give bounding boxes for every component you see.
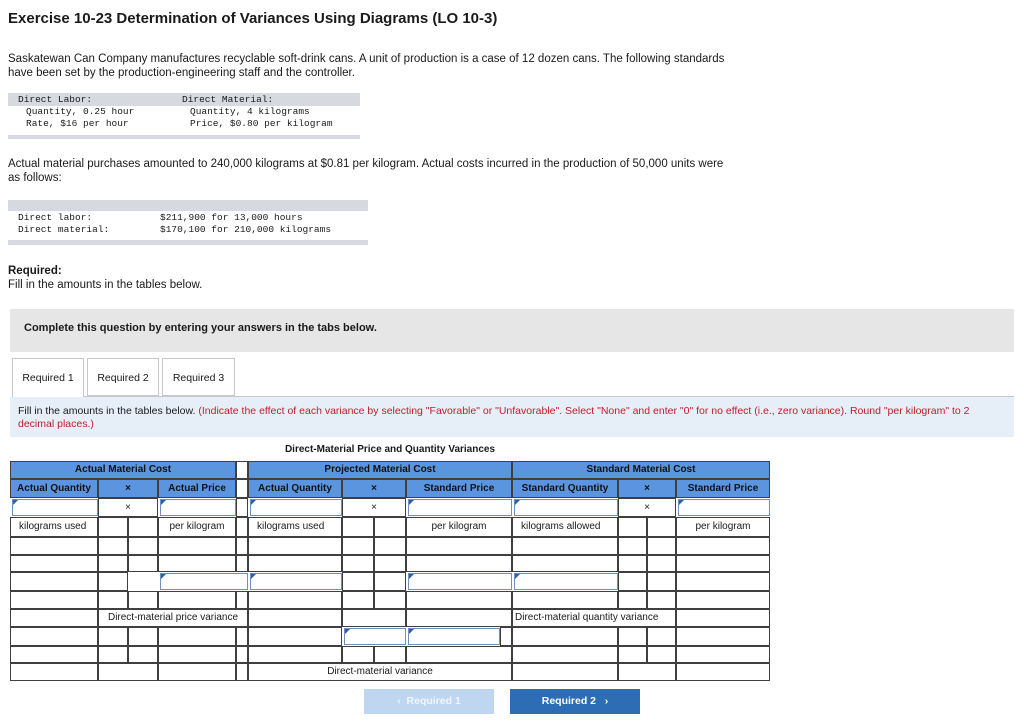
blank-cell [342,537,374,555]
price-variance-effect-select[interactable] [250,573,342,590]
blank-cell [676,537,770,555]
blank-cell [406,646,512,663]
blank-cell [248,609,342,627]
unit-kilograms-allowed: kilograms allowed [512,517,618,537]
standard-price-2-input[interactable] [678,499,770,516]
blank-cell [158,555,236,572]
price-variance-amount-input[interactable] [160,573,248,590]
quantity-variance-label: Direct-material quantity variance [512,609,676,627]
prev-button-label: Required 1 [406,695,461,707]
blank-cell [647,517,676,537]
blank-cell [374,537,406,555]
spacer-cell [236,646,248,663]
blank-cell [374,591,406,609]
required-text: Fill in the amounts in the tables below. [8,279,203,291]
times-sign-2: × [342,498,406,517]
blank-cell [676,591,770,609]
blank-cell [248,591,342,609]
exercise-title: Exercise 10-23 Determination of Variances Using Diagrams (LO 10-3) [8,10,498,27]
blank-cell [248,537,342,555]
col-standard-price-2: Standard Price [676,479,770,498]
actual-quantity-input[interactable] [12,499,98,516]
unit-per-kilogram-3: per kilogram [676,517,770,537]
blank-cell [618,537,647,555]
blank-cell [10,646,98,663]
col-actual-quantity: Actual Quantity [10,479,98,498]
actual-costs-top-bar [8,200,368,211]
blank-cell [98,572,128,591]
blank-cell [676,555,770,572]
blank-cell [676,572,770,591]
blank-cell [512,663,618,681]
blank-cell [618,572,647,591]
prev-required-button[interactable] [364,689,494,714]
material-heading: Direct Material: [182,94,274,105]
spacer-cell [236,663,248,681]
spacer-cell [236,498,248,517]
chevron-right-icon: › [604,695,609,707]
spacer-cell [236,461,248,479]
standard-price-input[interactable] [408,499,512,516]
instructions-plain: Fill in the amounts in the tables below. [18,405,199,417]
blank-cell [512,537,618,555]
blank-cell [98,646,128,663]
spacer-cell [236,555,248,572]
blank-cell [342,555,374,572]
next-required-button[interactable] [510,689,640,714]
blank-cell [98,663,158,681]
sheet-title: Direct-Material Price and Quantity Variances [284,444,496,455]
standards-table [8,93,360,139]
blank-cell [676,627,770,646]
actual-labor-value: $211,900 for 13,000 hours [160,212,303,223]
blank-cell [618,591,647,609]
quantity-variance-amount-input[interactable] [408,573,512,590]
blank-cell [158,627,236,646]
labor-heading: Direct Labor: [18,94,93,105]
instructions-text [18,405,1003,431]
spacer-cell [236,517,248,537]
actual-costs-bottom-bar [8,240,368,245]
blank-cell [98,517,128,537]
standard-quantity-input[interactable] [514,499,618,516]
blank-cell [676,609,770,627]
blank-cell [342,517,374,537]
blank-cell [128,627,158,646]
blank-cell [10,609,98,627]
col-projected-actual-quantity: Actual Quantity [248,479,342,498]
blank-cell [158,591,236,609]
spacer-cell [236,627,248,646]
blank-cell [374,646,406,663]
blank-cell [10,591,98,609]
blank-cell [374,517,406,537]
labor-quantity: Quantity, 0.25 hour [26,106,135,117]
blank-cell [512,646,618,663]
instructions-red: (Indicate the effect of each variance by selecting "Favorable" or "Unfavorable". Select "None" and enter "0" for no effect (i.e., zero variance). Round "per kilogram" to 2 decimal places.) [18,405,970,430]
blank-cell [248,555,342,572]
blank-cell [128,646,158,663]
blank-cell [158,646,236,663]
blank-cell [618,663,676,681]
blank-cell [647,555,676,572]
blank-cell [342,646,374,663]
material-price: Price, $0.80 per kilogram [190,118,333,129]
blank-cell [647,572,676,591]
blank-cell [342,609,406,627]
actual-price-input[interactable] [160,499,236,516]
group-standard-material-cost: Standard Material Cost [512,461,770,479]
blank-cell [248,627,342,646]
blank-cell [647,591,676,609]
blank-cell [512,627,618,646]
col-times-2: × [342,479,406,498]
blank-cell [248,646,342,663]
blank-cell [676,663,770,681]
blank-cell [374,572,406,591]
group-projected-material-cost: Projected Material Cost [248,461,512,479]
col-times-1: × [98,479,158,498]
instructions-box [10,397,1014,437]
blank-cell [10,663,98,681]
blank-cell [128,517,158,537]
material-quantity: Quantity, 4 kilograms [190,106,310,117]
blank-cell [98,627,128,646]
blank-cell [618,555,647,572]
blank-cell [512,591,618,609]
chevron-left-icon: ‹ [397,695,401,707]
intro-text: Saskatewan Can Company manufactures recyclable soft-drink cans. A unit of production is a case of 12 dozen cans. The following standards have been set by the production-engineering staff and the controller. [8,53,725,79]
blank-cell [676,646,770,663]
blank-cell [98,591,128,609]
price-variance-label: Direct-material price variance [98,609,248,627]
total-variance-label: Direct-material variance [248,663,512,681]
blank-cell [647,537,676,555]
blank-cell [128,591,158,609]
spacer-cell [236,591,248,609]
blank-cell [10,537,98,555]
next-button-label: Required 2 [541,695,596,707]
blank-cell [500,627,512,646]
blank-cell [618,517,647,537]
blank-cell [647,627,676,646]
blank-cell [647,646,676,663]
complete-question-text: Complete this question by entering your answers in the tabs below. [24,322,377,334]
labor-rate: Rate, $16 per hour [26,118,129,129]
actual-material-value: $170,100 for 210,000 kilograms [160,224,332,235]
blank-cell [406,609,512,627]
blank-cell [10,627,98,646]
blank-cell [98,555,128,572]
blank-cell [10,572,98,591]
blank-cell [128,555,158,572]
col-standard-price: Standard Price [406,479,512,498]
unit-kilograms-used: kilograms used [10,517,98,537]
required-label: Required: [8,265,62,277]
blank-cell [10,555,98,572]
blank-cell [158,663,236,681]
unit-per-kilogram-2: per kilogram [406,517,512,537]
total-variance-effect-select[interactable] [408,628,500,645]
actual-purchases-text: Actual material purchases amounted to 240,000 kilograms at $0.81 per kilogram. Actual costs incurred in the production of 50,000 units were as follows: [8,158,724,184]
col-times-3: × [618,479,676,498]
blank-cell [406,591,512,609]
actual-material-label: Direct material: [18,224,110,235]
times-sign-3: × [618,498,676,517]
col-actual-price: Actual Price [158,479,236,498]
actual-costs-table [8,200,368,246]
blank-cell [406,555,512,572]
blank-cell [158,537,236,555]
blank-cell [512,555,618,572]
group-actual-material-cost: Actual Material Cost [10,461,236,479]
spacer-cell [236,479,248,498]
times-sign-1: × [98,498,158,517]
projected-actual-quantity-input[interactable] [250,499,342,516]
tab-required-2[interactable]: Required 2 [87,358,159,396]
spacer-cell [236,537,248,555]
blank-cell [342,591,374,609]
standards-bottom-bar [8,135,360,139]
unit-per-kilogram: per kilogram [158,517,236,537]
tab-required-1[interactable]: Required 1 [12,358,84,397]
total-variance-amount-input[interactable] [344,628,406,645]
blank-cell [98,537,128,555]
quantity-variance-effect-select[interactable] [514,573,618,590]
blank-cell [406,537,512,555]
blank-cell [374,555,406,572]
complete-question-bar [10,309,1014,352]
unit-kilograms-used-2: kilograms used [248,517,342,537]
blank-cell [342,572,374,591]
blank-cell [128,537,158,555]
blank-cell [618,627,647,646]
col-standard-quantity: Standard Quantity [512,479,618,498]
actual-labor-label: Direct labor: [18,212,93,223]
tab-required-3[interactable]: Required 3 [162,358,235,396]
blank-cell [618,646,647,663]
